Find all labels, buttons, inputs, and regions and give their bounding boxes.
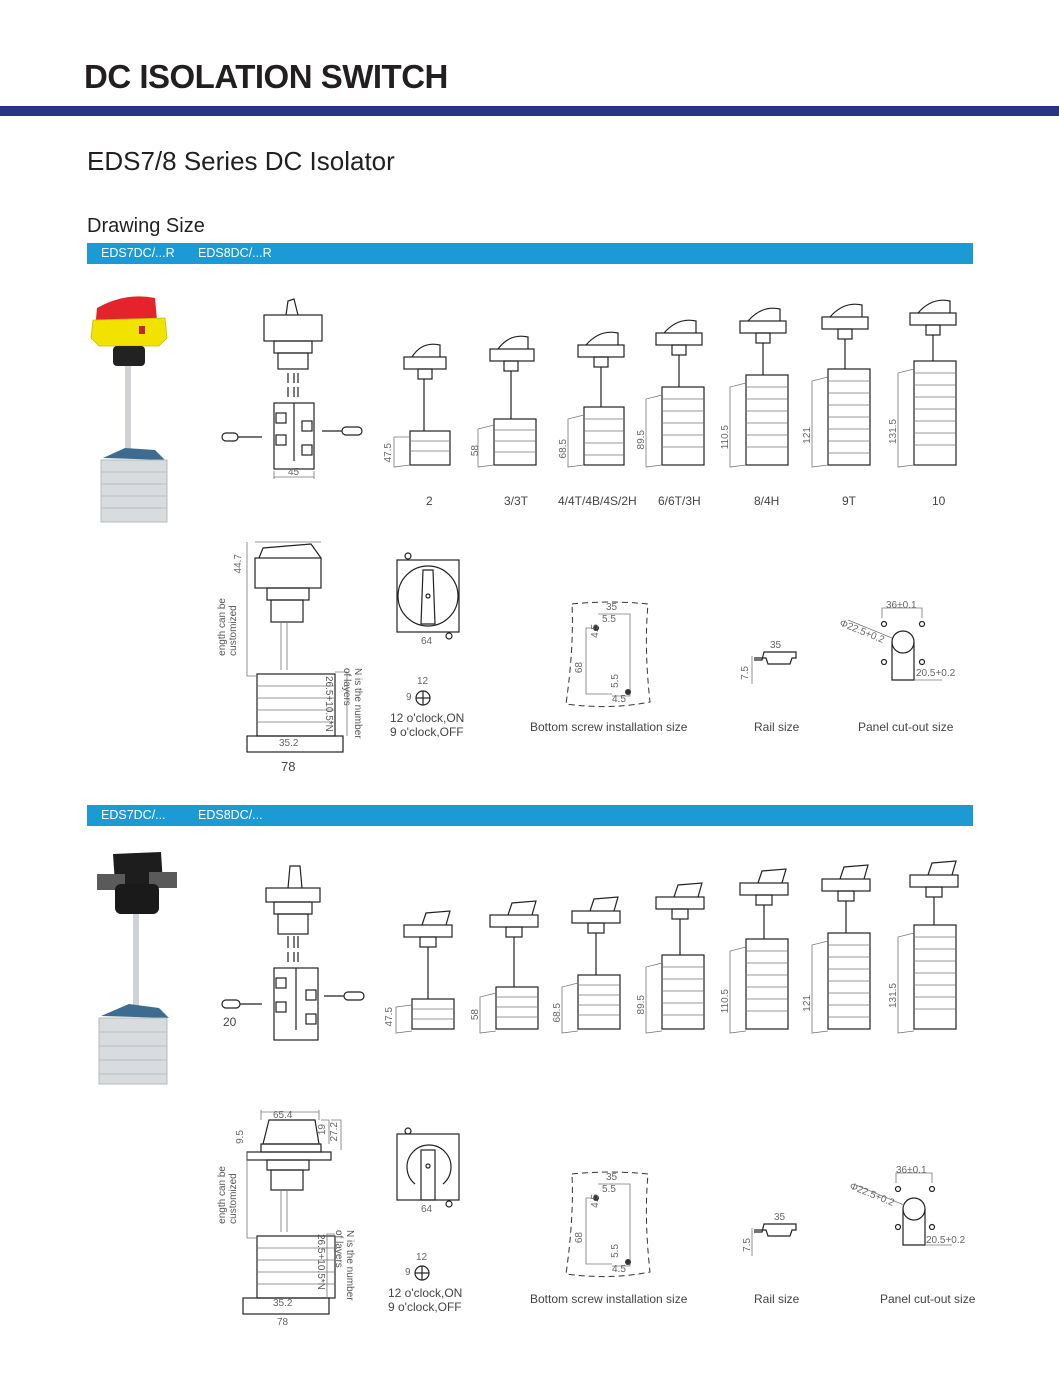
variant-drawing-6	[646, 320, 704, 467]
off-position-text: 9 o'clock,OFF	[390, 725, 464, 739]
variant-height: 89.5	[636, 995, 647, 1015]
rail-caption: Rail size	[754, 720, 800, 734]
variant-drawing-4	[562, 897, 620, 1033]
variant-height: 58	[470, 1009, 481, 1021]
variant-height: 121	[802, 427, 813, 444]
shaft-note: ength can be customized	[217, 598, 239, 656]
variant-label: 2	[426, 494, 433, 508]
variant-height: 68.5	[552, 1003, 563, 1023]
model-label-eds7: EDS7DC/...R	[101, 246, 175, 260]
side-view-drawing	[215, 540, 375, 780]
exploded-view-drawing	[218, 295, 368, 485]
variant-label: 3/3T	[504, 494, 529, 508]
variant-label: 8/4H	[754, 494, 780, 508]
screw-installation-drawing: 35 5.5 4.5 68 5.5 4.5 Bottom screw installation size	[530, 602, 688, 734]
product-photo-black-handle	[85, 848, 185, 1093]
handle-positions: 12 9 12 o'clock,ON 9 o'clock,OFF	[388, 1252, 463, 1314]
variant-drawing-8	[730, 869, 788, 1033]
front-view-drawing	[393, 1126, 463, 1220]
panel-caption: Panel cut-out size	[880, 1292, 976, 1306]
layer-note: N is the number of layers	[333, 1230, 355, 1301]
variant-height: 89.5	[636, 430, 647, 450]
rail-drawing: 35 7.5 Rail size	[740, 640, 800, 734]
layer-note: N is the number of layers	[341, 668, 363, 739]
dim-20: 20	[223, 1015, 237, 1029]
variant-label: 6/6T/3H	[658, 494, 701, 508]
model-label-eds8: EDS8DC/...R	[198, 246, 272, 260]
front-width-dim: 64	[421, 1204, 433, 1215]
variant-label: 4/4T/4B/4S/2H	[558, 494, 637, 508]
panel-caption: Panel cut-out size	[858, 720, 954, 734]
exploded-view-drawing	[218, 858, 368, 1048]
variant-drawing-8	[730, 308, 788, 467]
base-dim: 35.2	[273, 1298, 293, 1309]
variant-height: 68.5	[558, 439, 569, 459]
variant-drawing-4	[568, 332, 624, 467]
variant-height: 121	[802, 995, 813, 1012]
rail-drawing: 35 7.5 Rail size	[742, 1212, 800, 1306]
shaft-note: ength can be customized	[217, 1166, 239, 1224]
variant-drawing-10	[898, 300, 956, 467]
variant-drawing-6	[646, 883, 704, 1033]
screw-installation-drawing: 35 5.5 4.5 68 5.5 4.5 Bottom screw installation size	[530, 1172, 688, 1306]
side-view-drawing: 65.4 19 27.2 9.5 ength can be customized 26.5+10.5*N N is the number of layers 35.2 78	[217, 1110, 355, 1328]
width-dim-78: 78	[281, 759, 296, 774]
width-dim-78: 78	[277, 1317, 289, 1328]
top-height-dim: 9.5	[235, 1130, 246, 1144]
on-position-text: 12 o'clock,ON	[390, 711, 465, 725]
switch-photo-icon	[85, 848, 185, 1093]
variant-height: 131.5	[888, 983, 899, 1009]
variant-height: 47.5	[384, 1007, 395, 1027]
screw-caption: Bottom screw installation size	[530, 1292, 688, 1306]
variant-row-2	[378, 855, 978, 1035]
variant-drawing-9t	[812, 865, 870, 1033]
width-dim-45: 45	[288, 467, 300, 478]
series-title: EDS7/8 Series DC Isolator	[87, 146, 395, 176]
variant-label: 9T	[842, 494, 857, 508]
crosshair-icon	[413, 1264, 433, 1284]
screw-caption: Bottom screw installation size	[530, 720, 688, 734]
front-width-dim: 64	[421, 636, 433, 647]
panel-cutout-drawing: 36±0.1 Φ22.5+0.2 20.5+0.2 Panel cut-out size	[837, 600, 956, 734]
variant-drawing-2	[394, 344, 450, 467]
page-title: DC ISOLATION SWITCH	[84, 58, 448, 95]
stack-formula: 26.5+10.5*N	[323, 676, 334, 732]
variant-drawing-9t	[812, 304, 870, 467]
stack-formula: 26.5+10.5*N	[315, 1234, 326, 1290]
off-position-text: 9 o'clock,OFF	[388, 1300, 462, 1314]
model-band-standard	[87, 805, 973, 826]
variant-height: 131.5	[888, 419, 899, 445]
variant-label: 10	[932, 494, 946, 508]
title-rule	[0, 106, 1059, 116]
variant-drawing-3	[480, 901, 538, 1033]
model-band-r	[87, 243, 973, 264]
section-title: Drawing Size	[87, 215, 205, 237]
rail-caption: Rail size	[754, 1292, 800, 1306]
crosshair-icon	[414, 689, 434, 709]
model-label-eds8: EDS8DC/...	[198, 808, 263, 822]
variant-height: 110.5	[720, 425, 731, 450]
variant-height: 47.5	[383, 443, 394, 463]
variant-height: 58	[470, 445, 481, 457]
model-label-eds7: EDS7DC/...	[101, 808, 166, 822]
variant-drawing-2	[396, 911, 454, 1033]
variant-drawing-10	[898, 861, 958, 1033]
switch-photo-icon	[85, 290, 185, 530]
top-height-dim: 44.7	[233, 554, 244, 574]
handle-positions: 12 9 12 o'clock,ON 9 o'clock,OFF	[390, 676, 465, 739]
variant-drawing-3	[478, 336, 536, 467]
base-dim: 35.2	[279, 738, 299, 749]
variant-height: 110.5	[720, 989, 731, 1014]
front-view-drawing	[393, 550, 463, 650]
product-photo-red-handle	[85, 290, 185, 530]
panel-cutout-drawing: 36±0.1 Φ22.5+0.2 20.5+0.2 Panel cut-out size	[847, 1165, 976, 1306]
variant-row-1	[378, 295, 978, 515]
on-position-text: 12 o'clock,ON	[388, 1286, 463, 1300]
